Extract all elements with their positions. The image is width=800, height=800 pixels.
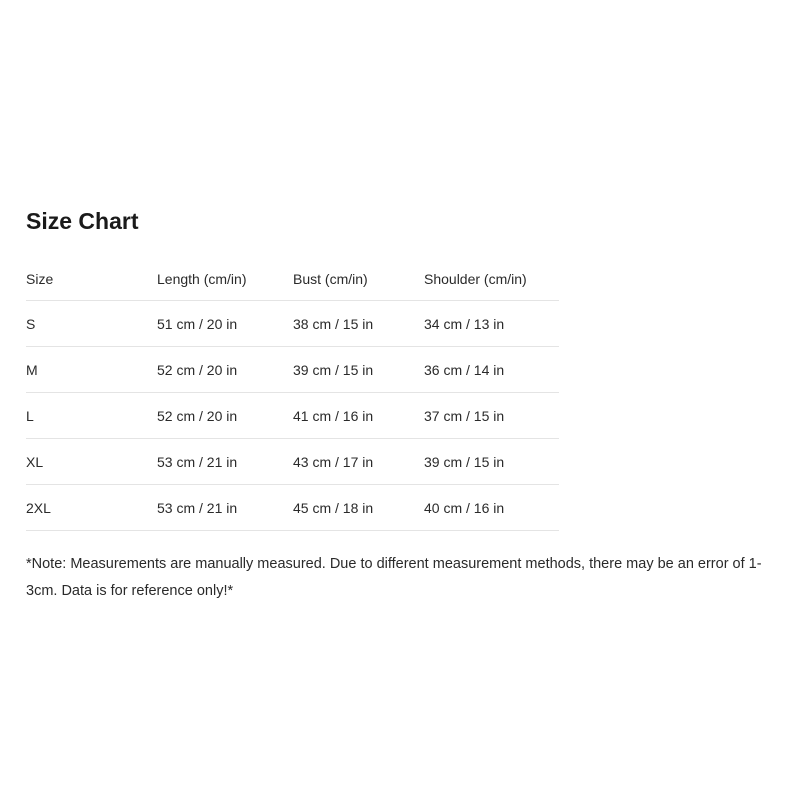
table-row (26, 485, 559, 531)
cell-size: XL (26, 439, 157, 485)
table-header-row (26, 256, 559, 301)
cell-size: S (26, 301, 157, 347)
cell-length: 52 cm / 20 in (157, 347, 293, 393)
cell-shoulder: 34 cm / 13 in (424, 301, 559, 347)
header-length: Length (cm/in) (157, 256, 293, 301)
size-chart-section (26, 204, 776, 605)
cell-size: L (26, 393, 157, 439)
table-row (26, 393, 559, 439)
cell-length: 53 cm / 21 in (157, 485, 293, 531)
header-bust: Bust (cm/in) (293, 256, 424, 301)
page-title: Size Chart (26, 208, 139, 234)
cell-bust: 39 cm / 15 in (293, 347, 424, 393)
table-row (26, 439, 559, 485)
cell-shoulder: 40 cm / 16 in (424, 485, 559, 531)
cell-shoulder: 37 cm / 15 in (424, 393, 559, 439)
cell-length: 51 cm / 20 in (157, 301, 293, 347)
table-row (26, 347, 559, 393)
table-row (26, 301, 559, 347)
size-table (26, 256, 559, 531)
cell-size: 2XL (26, 485, 157, 531)
cell-size: M (26, 347, 157, 393)
measurement-note: *Note: Measurements are manually measured. Due to different measurement methods, there may be an error of 1-3cm. Data is for reference only!* (26, 556, 762, 599)
header-size: Size (26, 256, 157, 301)
cell-bust: 38 cm / 15 in (293, 301, 424, 347)
cell-shoulder: 39 cm / 15 in (424, 439, 559, 485)
cell-length: 53 cm / 21 in (157, 439, 293, 485)
cell-bust: 41 cm / 16 in (293, 393, 424, 439)
cell-length: 52 cm / 20 in (157, 393, 293, 439)
cell-shoulder: 36 cm / 14 in (424, 347, 559, 393)
header-shoulder: Shoulder (cm/in) (424, 256, 559, 301)
cell-bust: 43 cm / 17 in (293, 439, 424, 485)
cell-bust: 45 cm / 18 in (293, 485, 424, 531)
